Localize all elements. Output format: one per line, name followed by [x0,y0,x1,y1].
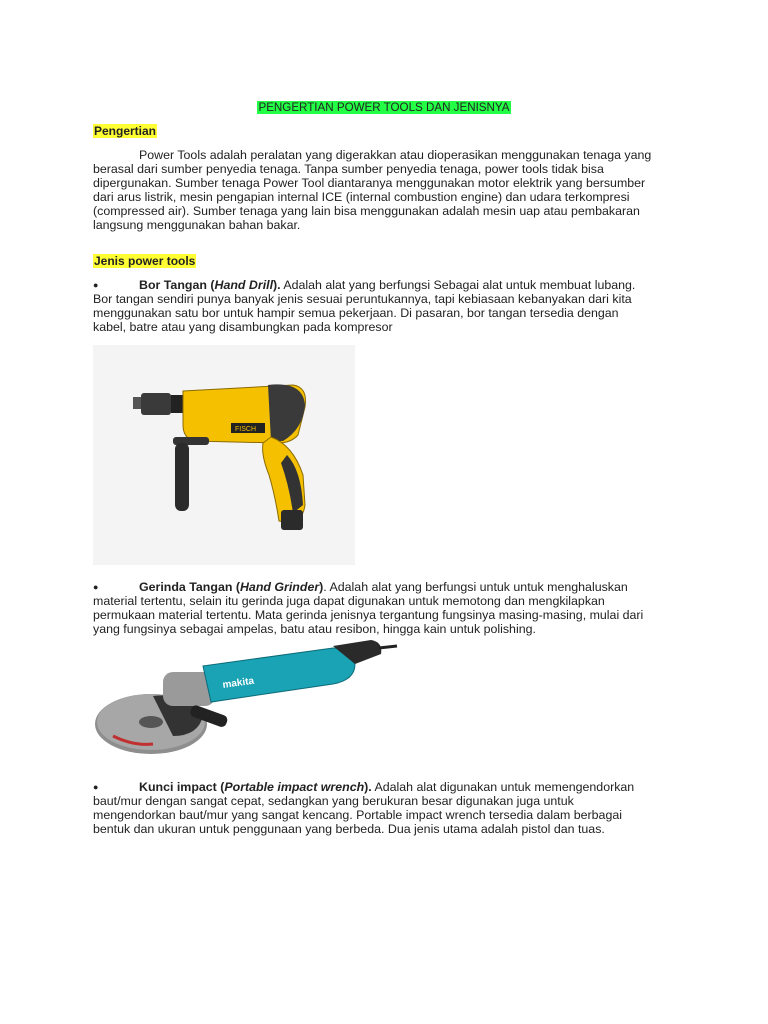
paragraph-line: dari arus listrik, mesin pengapian internal ICE (internal combustion engine) dan udara terkompresi [93,190,630,204]
item-term: Kunci impact (Portable impact wrench). [139,780,372,794]
paragraph-pengertian [93,148,693,232]
paragraph-line: bentuk dan ukuran untuk penggunaan yang berbeda. Dua jenis utama adalah pistol dan tuas. [93,822,605,836]
bullet-icon: ● [93,582,99,592]
heading-jenis-power-tools: Jenis power tools [94,254,196,268]
bullet-icon: ● [93,280,99,290]
paragraph-line: langsung menggunakan bahan bakar. [93,218,301,232]
list-item-first-line: ● Bor Tangan (Hand Drill). Adalah alat yang berfungsi Sebagai alat untuk membuat lubang. [93,278,636,292]
document-title: PENGERTIAN POWER TOOLS DAN JENISNYA [258,101,510,114]
list-item-bor-tangan [93,278,693,334]
paragraph-line: (compressed air). Sumber tenaga yang lain bisa menggunakan adalah mesin uap atau pembakaran [93,204,640,218]
hand-drill-image [93,345,355,565]
list-item-gerinda-tangan [93,580,693,636]
paragraph-line: mengendorkan baut/mur yang sangat kencang. Portable impact wrench tersedia dalam berbagai [93,808,622,822]
paragraph-line: Power Tools adalah peralatan yang digerakkan atau dioperasikan menggunakan tenaga yang [139,148,652,162]
list-item-first-line: ● Gerinda Tangan (Hand Grinder). Adalah alat yang berfungsi untuk untuk menghaluskan [93,580,628,594]
paragraph-line: kabel, batre atau yang disambungkan pada kompresor [93,320,393,334]
paragraph-line: berasal dari sumber penyedia tenaga. Tanpa sumber penyedia tenaga, power tools tidak bisa [93,162,604,176]
list-item-first-line: ● Kunci impact (Portable impact wrench). Adalah alat digunakan untuk memengendorkan [93,780,635,794]
item-term: Bor Tangan (Hand Drill). [139,278,281,292]
drill-brand-label: FISCH [235,426,256,433]
bullet-icon: ● [93,782,99,792]
paragraph-line: yang fungsinya sebagai ampelas, batu atau resibon, hingga kain untuk polishing. [93,622,536,636]
list-item-kunci-impact [93,780,693,836]
grinder-brand-label: makita [221,675,255,691]
paragraph-line: baut/mur dengan sangat cepat, sedangkan yang berukuran besar digunakan juga untuk [93,794,574,808]
heading-pengertian: Pengertian [94,124,157,138]
paragraph-line: material tertentu, selain itu gerinda juga dapat digunakan untuk memotong dan mengkilapkan [93,594,605,608]
paragraph-line: permukaan material tertentu. Mata gerinda jenisnya tergantung fungsinya masing-masing, mulai dari [93,608,644,622]
item-term: Gerinda Tangan (Hand Grinder) [139,580,324,594]
paragraph-line: Bor tangan sendiri punya banyak jenis sesuai peruntukannya, tapi kebiasaan kebanyakan dari kita [93,292,632,306]
hand-grinder-image [93,636,398,762]
paragraph-line: menggunakan satu bor untuk hampir semua pekerjaan. Di pasaran, bor tangan tersedia dengan [93,306,619,320]
paragraph-line: dipergunakan. Sumber tenaga Power Tool diantaranya menggunakan motor elektrik yang bersumber [93,176,646,190]
